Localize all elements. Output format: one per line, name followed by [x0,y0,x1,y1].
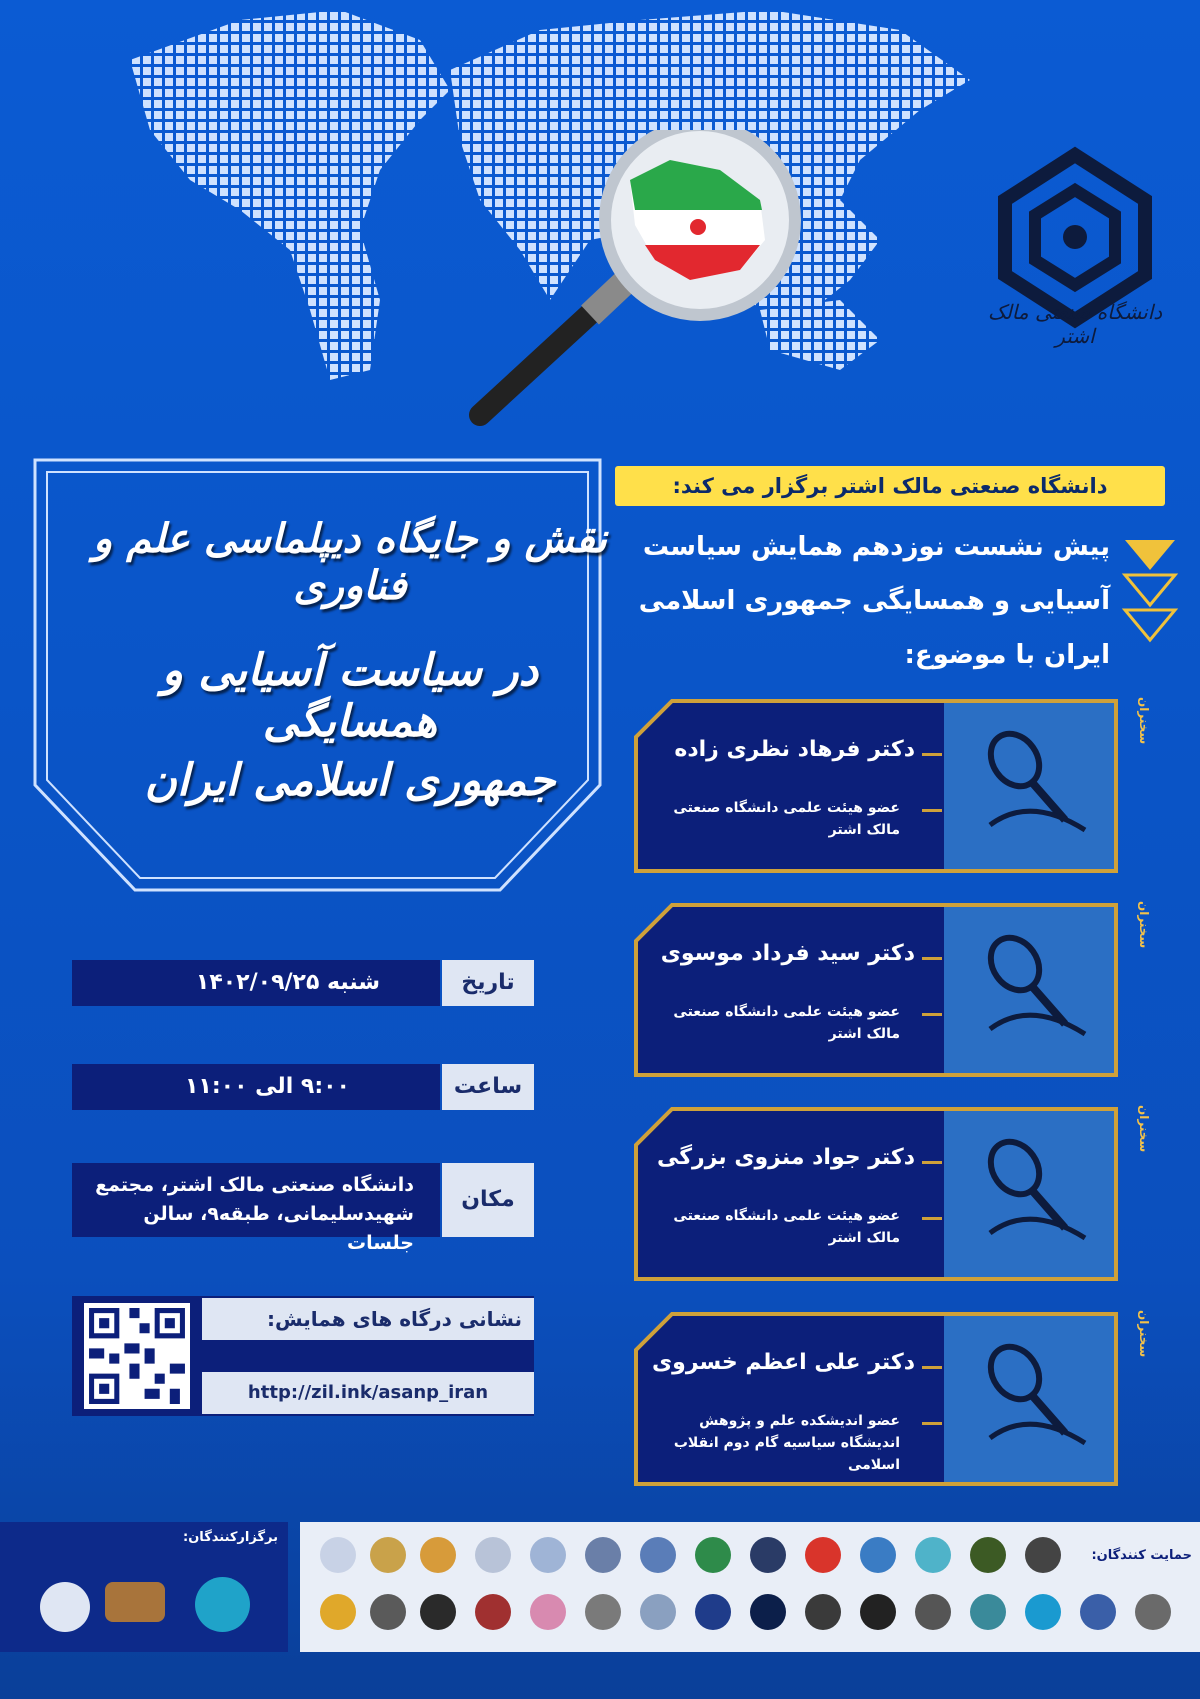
qr-code[interactable] [84,1303,190,1409]
title-line-2: در سیاست آسیایی و همسایگی [161,645,539,747]
divider [922,809,942,812]
university-logo-text: دانشگاه صنعتی مالک اشتر [987,300,1163,348]
microphone-icon [970,1338,1100,1458]
microphone-icon [970,1133,1100,1253]
speaker-card [632,1105,1151,1283]
organizer-logo [195,1577,250,1632]
time-label: ساعت [442,1064,534,1110]
speaker-card [632,697,1151,875]
supporter-logo [370,1537,406,1573]
supporter-logo [1025,1537,1061,1573]
organizers-title: برگزارکنندگان: [183,1530,278,1545]
supporter-logo [915,1537,951,1573]
chevron-down-icon [1120,570,1180,610]
place-value: دانشگاه صنعتی مالک اشتر، مجتمع شهیدسلیمانی، طبقه۹، سالن جلسات [72,1163,440,1237]
supporter-logo [1135,1594,1171,1630]
supporter-logo [320,1537,356,1573]
supporter-logo [420,1594,456,1630]
divider [922,1422,942,1425]
supporter-logo [585,1594,621,1630]
supporter-logo [695,1537,731,1573]
chevron-down-icon [1120,605,1180,645]
microphone-icon [970,725,1100,845]
supporter-logo [860,1594,896,1630]
date-label: تاریخ [442,960,534,1006]
speaker-name: دکتر سید فرداد موسوی [660,941,915,966]
supporter-logo [370,1594,406,1630]
supporter-logo [750,1594,786,1630]
supporter-logo [915,1594,951,1630]
speaker-role: سخنران [1137,901,1151,949]
speaker-affiliation: عضو هیئت علمی دانشگاه صنعتی مالک اشتر [673,1004,900,1042]
speaker-name: دکتر علی اعظم خسروی [651,1350,915,1375]
organizer-banner: دانشگاه صنعتی مالک اشتر برگزار می کند: [615,466,1165,506]
supporter-logo [475,1537,511,1573]
supporter-logo [1080,1594,1116,1630]
supporter-logo [530,1537,566,1573]
title-line-3: جمهوری اسلامی ایران [144,755,556,806]
organizers-panel [0,1522,288,1652]
supporter-logo [420,1537,456,1573]
speaker-affiliation: عضو هیئت علمی دانشگاه صنعتی مالک اشتر [673,800,900,838]
supporter-logo [530,1594,566,1630]
speaker-card [632,901,1151,1079]
divider [922,957,942,960]
supporter-logo [320,1594,356,1630]
divider [922,1366,942,1369]
time-value: ۹:۰۰ الی ۱۱:۰۰ [72,1064,440,1110]
place-label: مکان [442,1163,534,1237]
microphone-icon [970,929,1100,1049]
supporter-logo [1025,1594,1061,1630]
date-value: شنبه ۱۴۰۲/۰۹/۲۵ [72,960,440,1006]
intro-line-1: پیش نشست نوزدهم همایش سیاست [642,532,1110,562]
supporter-logo [640,1537,676,1573]
divider [922,753,942,756]
divider [922,1217,942,1220]
supporter-logo [585,1537,621,1573]
supporter-logo [805,1537,841,1573]
magnifier-iran-flag [440,130,820,450]
speaker-name: دکتر فرهاد نظری زاده [674,737,915,762]
speaker-name: دکتر جواد منزوی بزرگی [657,1145,915,1170]
supporter-logo [640,1594,676,1630]
intro-line-2: آسیایی و همسایگی جمهوری اسلامی [638,586,1110,616]
speaker-affiliation: عضو اندیشکده علم و پژوهش اندیشگاه سیاسیه گام دوم انقلاب اسلامی [673,1413,900,1473]
divider [922,1013,942,1016]
supporter-logo [970,1537,1006,1573]
supporter-logo [695,1594,731,1630]
supporter-logo [805,1594,841,1630]
supporters-title: حمایت کنندگان: [1091,1548,1192,1563]
title-frame [30,455,608,895]
speaker-role: سخنران [1137,1310,1151,1358]
supporter-logo [860,1537,896,1573]
supporter-logo [475,1594,511,1630]
organizer-logo [40,1582,90,1632]
address-title: نشانی درگاه های همایش: [202,1298,534,1340]
intro-line-3: ایران با موضوع: [904,640,1110,670]
organizer-logo [105,1582,165,1622]
speaker-affiliation: عضو هیئت علمی دانشگاه صنعتی مالک اشتر [673,1208,900,1246]
speaker-card [632,1310,1151,1488]
divider [922,1161,942,1164]
address-url-link[interactable]: http://zil.ink/asanp_iran [202,1372,534,1414]
supporter-logo [970,1594,1006,1630]
chevron-down-icon [1120,535,1180,575]
speaker-role: سخنران [1137,697,1151,745]
title-line-1: نقش و جایگاه دیپلماسی علم و فناوری [92,515,608,609]
supporters-panel [300,1522,1200,1652]
supporter-logo [750,1537,786,1573]
speaker-role: سخنران [1137,1105,1151,1153]
